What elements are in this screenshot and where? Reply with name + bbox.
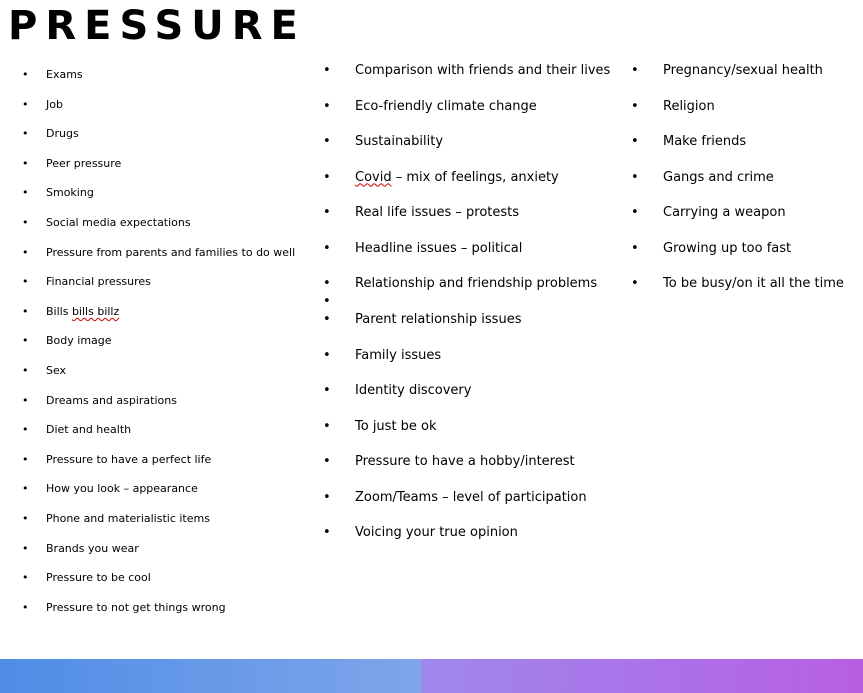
bullet-icon: • — [323, 454, 331, 469]
list-item-label: Pressure to not get things wrong — [46, 600, 226, 614]
bullet-icon: • — [22, 216, 29, 229]
bullet-icon: • — [631, 63, 639, 78]
bullet-icon: • — [631, 205, 639, 220]
list-item-label: Diet and health — [46, 423, 132, 437]
list-item-label: Gangs and crime — [663, 169, 774, 185]
bullet-icon: • — [323, 169, 331, 185]
bullet-icon: • — [22, 97, 29, 111]
bullet-icon: • — [323, 312, 331, 327]
bullet-icon: • — [22, 245, 29, 259]
bullet-icon: • — [22, 600, 29, 614]
slide-title: PRESSURE — [8, 3, 306, 49]
list-item-label — [46, 303, 119, 320]
bullet-icon: • — [22, 304, 29, 318]
bullet-icon: • — [323, 525, 331, 540]
bullet-icon: • — [323, 134, 331, 149]
list-item-label: Phone and materialistic items — [46, 512, 210, 525]
bullet-icon: • — [323, 489, 331, 505]
bullet-icon: • — [323, 294, 331, 309]
bills-text: Bills — [46, 304, 72, 318]
bullet-icon: • — [22, 364, 29, 377]
footer-band-right — [421, 659, 863, 693]
list-item-label: Identity discovery — [355, 383, 472, 398]
list-item-label: Relationship and friendship problems — [355, 276, 598, 291]
list-item-label: To just be ok — [355, 418, 437, 434]
list-item-label: Make friends — [663, 134, 747, 149]
list-item-label — [355, 169, 559, 187]
bullet-icon: • — [22, 334, 29, 348]
list-item-label: Real life issues – protests — [355, 205, 520, 220]
list-item-label: Carrying a weapon — [663, 205, 786, 220]
footer-band-left — [0, 659, 421, 693]
bullet-icon: • — [22, 482, 29, 496]
bullet-icon: • — [323, 63, 331, 78]
list-item-label: Headline issues – political — [355, 240, 523, 256]
list-item-label: Drugs — [46, 127, 79, 141]
list-item-label: Financial pressures — [46, 275, 151, 289]
list-item-label: Job — [46, 97, 63, 111]
list-item-label: Growing up too fast — [663, 240, 792, 256]
bullet-icon: • — [22, 156, 29, 170]
bullet-icon: • — [22, 452, 29, 466]
list-item-label: Comparison with friends and their lives — [355, 63, 611, 78]
list-item-label: Dreams and aspirations — [46, 393, 177, 407]
bullet-icon: • — [323, 347, 331, 363]
bullet-icon: • — [22, 275, 29, 289]
list-item-label: Body image — [46, 334, 112, 348]
bullet-icon: • — [22, 186, 29, 200]
list-item-label: Exams — [46, 68, 83, 81]
bullet-icon: • — [323, 98, 331, 114]
list-item-label: Pressure from parents and families to do well — [46, 245, 296, 259]
list-item-label: Peer pressure — [46, 156, 122, 170]
list-item-label: Voicing your true opinion — [355, 525, 518, 540]
list-item-label: Social media expectations — [46, 216, 191, 229]
bullet-icon: • — [323, 205, 331, 220]
bullet-icon: • — [323, 383, 331, 398]
bullet-icon: • — [323, 276, 331, 291]
bullet-icon: • — [22, 127, 29, 141]
bullet-icon: • — [22, 423, 29, 437]
list-item-label: Pregnancy/sexual health — [663, 63, 823, 78]
bullet-icon: • — [22, 541, 29, 555]
bullet-icon: • — [22, 393, 29, 407]
list-item-label: Pressure to be cool — [46, 571, 151, 585]
list-item-label: Parent relationship issues — [355, 312, 522, 327]
list-item-label: Eco-friendly climate change — [355, 98, 537, 114]
list-item-label: Sex — [46, 364, 67, 377]
list-item-label: Zoom/Teams – level of participation — [355, 489, 587, 505]
spellcheck-marked-text: Covid — [355, 169, 392, 185]
bullet-icon: • — [631, 169, 639, 185]
list-item-label: How you look – appearance — [46, 482, 198, 496]
covid-rest-text: – mix of feelings, anxiety — [391, 169, 559, 185]
bullet-icon: • — [631, 240, 639, 256]
list-item-label: Religion — [663, 98, 715, 114]
list-item-label: Family issues — [355, 347, 442, 363]
spellcheck-marked-text: bills billz — [71, 304, 120, 318]
bullet-icon: • — [323, 418, 331, 434]
bullet-icon: • — [22, 68, 29, 81]
list-item-label: Sustainability — [355, 134, 444, 149]
list-item-label: Brands you wear — [46, 541, 139, 555]
list-item-label: To be busy/on it all the time — [663, 276, 844, 291]
list-item-label: Pressure to have a hobby/interest — [355, 454, 575, 469]
list-item-label: Pressure to have a perfect life — [46, 452, 212, 466]
list-item-label: Smoking — [46, 186, 94, 200]
bullet-icon: • — [631, 276, 639, 291]
bullet-icon: • — [22, 512, 29, 525]
bullet-icon: • — [323, 240, 331, 256]
bullet-icon: • — [22, 571, 29, 585]
bullet-icon: • — [631, 134, 639, 149]
bullet-icon: • — [631, 98, 639, 114]
